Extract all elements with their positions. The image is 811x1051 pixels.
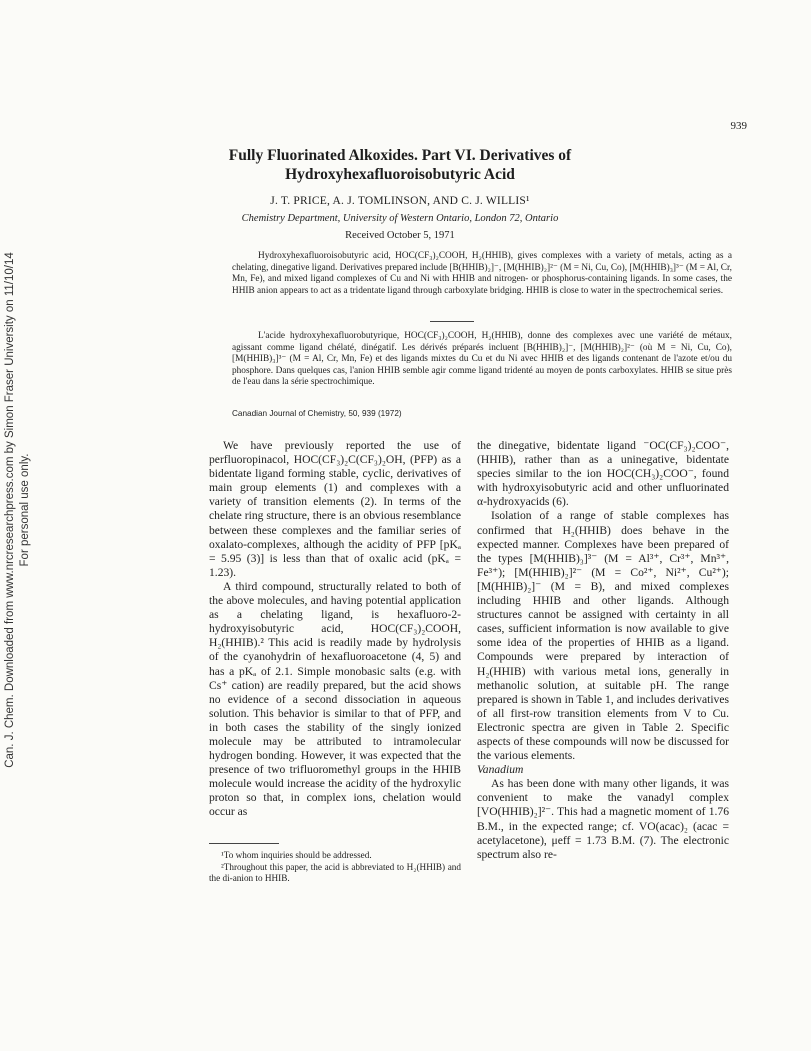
section-heading-vanadium: Vanadium [477, 763, 524, 777]
journal-citation: Canadian Journal of Chemistry, 50, 939 (1972) [232, 409, 402, 418]
title-line-2: Hydroxyhexafluoroisobutyric Acid [285, 166, 515, 183]
body-paragraph: A third compound, structurally related to both of the above molecules, and having potential application as a chelating ligand, is hexafluoro-2-hydroxyisobutyric acid, HOC(CF₃)₂COOH, H₂(HHIB).² This acid is readily made by hydrolysis of the cyanohydrin of hexafluoroacetone (4, 5) and has a pKₐ of 2.1. Simple monobasic salts (e.g. with Cs⁺ cation) are readily prepared, but the acid shows no evidence of a second dissociation in aqueous solution. This behavior is similar to that of PFP, and in both cases the stability of the singly ionized molecule may be attributed to intramolecular hydrogen bonding. However, it was expected that the presence of two trifluoromethyl groups in the HHIB molecule would increase the acidity of the hydroxylic proton so that, in complex ions, chelation would occur as [209, 579, 461, 819]
body-left-column [209, 439, 461, 820]
received-date: Received October 5, 1971 [345, 230, 455, 241]
footnote-1: ¹To whom inquiries should be addressed. [221, 850, 372, 860]
footnote-divider [209, 843, 279, 844]
body-paragraph: As has been done with many other ligands, it was convenient to make the vanadyl complex [VO(HHIB)₂]²⁻. This had a magnetic moment of 1.76 B.M., in the expected range; cf. VO(acac)₂ (acac = acetylacetone), μeff = 1.73 B.M. (7). The electronic spectrum also re- [477, 777, 729, 861]
abstract-french: L'acide hydroxyhexafluorobutyrique, HOC(CF₃)₂COOH, H₂(HHIB), donne des complexes avec une variété de métaux, agissant comme ligand chélaté, dinégatif. Les dérivés préparés incluent [B(HHIB)₂]⁻, [M(HHIB)₂]²⁻ (où M = Ni, Cu, Co), [M(HHIB)₃]³⁻ (M = Al, Cr, Mn, Fe) et des ligands mixtes du Cu et du Ni avec HHIB et des ligands contenant de l'azote et/ou du phosphore. Dans quelques cas, l'anion HHIB semble agir comme ligand tridenté au moyen de ponts carboxylates. HHIB se situe près de l'eau dans la série spectrochimique. [232, 331, 732, 387]
body-paragraph: the dinegative, bidentate ligand ⁻OC(CF₃)₂COO⁻, (HHIB), rather than as a uninegative, bidentate species similar to the ion HOC(CH₃)₂COO⁻, found with hydroxyisobutyric acid and other unfluorinated α-hydroxyacids (6). [477, 439, 729, 509]
body-paragraph: Isolation of a range of stable complexes has confirmed that H₂(HHIB) does behave in the expected manner. Complexes have been prepared of the types [M(HHIB)₃]³⁻ (M = Al³⁺, Cr³⁺, Mn³⁺, Fe³⁺); [M(HHIB)₂]²⁻ (M = Co²⁺, Ni²⁺, Cu²⁺); [M(HHIB)₂]⁻ (M = B), and mixed complexes including HHIB and other ligands. Although structures cannot be assigned with certainty in all cases, sufficient information is now available to give some idea of the properties of HHIB as a ligand. Compounds were prepared by interaction of H₂(HHIB) with various metal ions, generally in methanolic solution, at suitable pH. The range prepared is shown in Table 1, and includes derivatives of all first-row transition elements from V to Cu. Electronic spectra are given in Table 2. Specific aspects of these compounds will now be discussed for the various elements. [477, 509, 729, 763]
author-list: J. T. PRICE, A. J. TOMLINSON, AND C. J. WILLIS¹ [270, 195, 530, 207]
page-number: 939 [730, 120, 747, 132]
watermark-line-2: For personal use only. [19, 453, 31, 567]
watermark-line-1: Can. J. Chem. Downloaded from www.nrcresearchpress.com by Simon Fraser University on 11/10/14 [4, 252, 16, 768]
body-paragraph: We have previously reported the use of perfluoropinacol, HOC(CF₃)₂C(CF₃)₂OH, (PFP) as a bidentate ligand forming stable, cyclic, derivatives of main group elements (1) and complexes with a variety of transition elements (2). In terms of the chelate ring structure, there is an obvious resemblance between these complexes and the familiar series of oxalato-complexes, although the acidity of PFP [pKₐ = 5.95 (3)] is less than that of oxalic acid (pKₐ = 1.23). [209, 439, 461, 579]
abstract-divider [430, 321, 474, 322]
author-affiliation: Chemistry Department, University of Western Ontario, London 72, Ontario [241, 213, 559, 224]
abstract-english: Hydroxyhexafluoroisobutyric acid, HOC(CF₃)₂COOH, H₂(HHIB), gives complexes with a variety of metals, acting as a chelating, dinegative ligand. Derivatives prepared include [B(HHIB)₂]⁻, [M(HHIB)₂]²⁻ (M = Ni, Cu, Co), [M(HHIB)₃]³⁻ (M = Al, Cr, Mn, Fe), and mixed ligand complexes of Cu and Ni with HHIB and nitrogen- or phosphorus-containing ligands. In some cases, the HHIB anion appears to act as a tridentate ligand through carboxylate bridging. HHIB is close to water in the spectrochemical series. [232, 251, 732, 296]
title-line-1: Fully Fluorinated Alkoxides. Part VI. Derivatives of [228, 147, 572, 164]
footnotes [209, 850, 461, 885]
footnote-2: ²Throughout this paper, the acid is abbreviated to H₂(HHIB) and the di-anion to HHIB. [209, 861, 461, 883]
body-right-column [477, 439, 729, 862]
download-watermark [3, 240, 37, 780]
article-title [200, 146, 600, 184]
